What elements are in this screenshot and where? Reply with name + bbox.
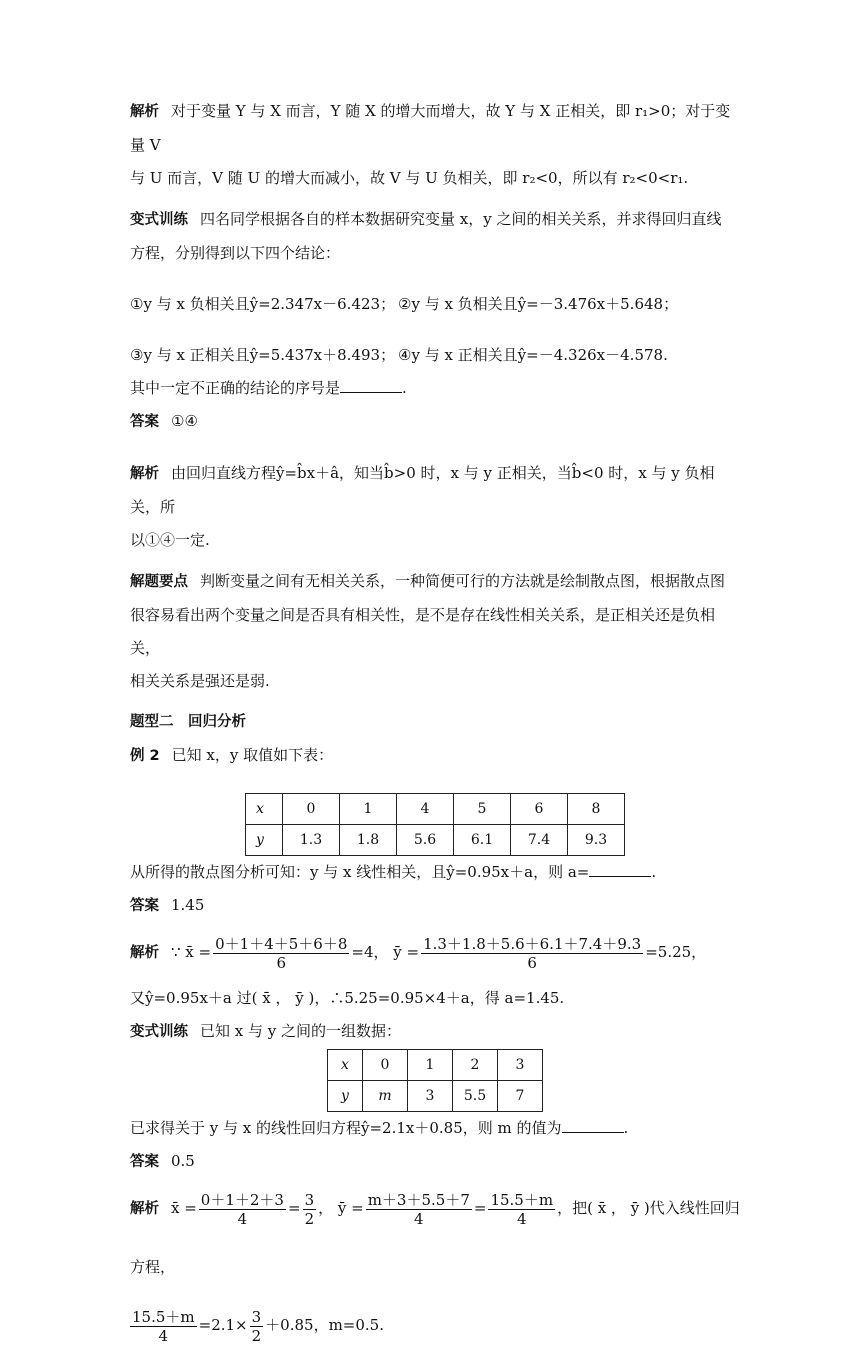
fraction: $\frac{3}{2}$ <box>304 1190 315 1228</box>
key-points: 解题要点 判断变量之间有无相关关系，一种简便可行的方法就是绘制散点图，根据散点图 <box>130 572 726 590</box>
text-line: 以①④一定. <box>130 531 210 549</box>
question-3: 已求得关于 y 与 x 的线性回归方程ŷ=2.1x＋0.85，则 m 的值为 . <box>130 1119 629 1137</box>
conclusion-4: ④y 与 x 正相关且ŷ=－4.326x－4.578. <box>398 346 668 364</box>
analysis-paragraph-2: 解析 由回归直线方程ŷ=b̂x＋â，知当b̂>0 时，x 与 y 正相关，当b̂<0 时，x 与 y 负相关，所 <box>130 464 715 516</box>
table-row: y 1.3 1.8 5.6 6.1 7.4 9.3 <box>246 825 625 856</box>
text-line: 与 U 而言，V 随 U 的增大而减小，故 V 与 U 负相关，即 r₂<0，所以有 r₂<0<r₁. <box>130 169 689 187</box>
text-line: 又ŷ=0.95x＋a 过( x̄ ， ȳ )，∴5.25=0.95×4＋a，得 a=1.45. <box>130 989 565 1007</box>
question-2: 从所得的散点图分析可知：y 与 x 线性相关，且ŷ=0.95x＋a，则 a= . <box>130 863 657 881</box>
label-answer: 答案 <box>130 1154 159 1170</box>
answer-blank <box>589 862 651 877</box>
text-line: 很容易看出两个变量之间是否具有相关性，是不是存在线性相关关系，是正相关还是负相关， <box>130 606 716 657</box>
variant-training-2: 变式训练 已知 x 与 y 之间的一组数据： <box>130 1022 402 1040</box>
label-variant: 变式训练 <box>130 212 188 228</box>
fraction: $\frac{15.5+m}{4}$ <box>490 1190 554 1228</box>
text-line: 方程，分别得到以下四个结论： <box>130 244 341 262</box>
text-line: 四名同学根据各自的样本数据研究变量 x，y 之间的相关关系，并求得回归直线 <box>200 210 722 228</box>
conclusion-row-2 <box>130 339 740 372</box>
fraction: $\frac{m+3+5.5+7}{4}$ <box>367 1190 470 1228</box>
fraction: $\frac{0+1+4+5+6+8}{6}$ <box>215 934 348 972</box>
text-line: 相关关系是强还是弱. <box>130 672 270 690</box>
label-answer: 答案 <box>130 414 159 430</box>
label-example: 例 2 <box>130 748 160 764</box>
label-answer: 答案 <box>130 898 159 914</box>
label-analysis: 解析 <box>130 466 159 482</box>
conclusion-row-1 <box>130 288 740 321</box>
analysis-paragraph-1 <box>130 95 740 162</box>
section-heading: 题型二 回归分析 <box>130 714 246 730</box>
table-row: x 0 1 2 3 <box>328 1050 543 1081</box>
analysis-formula-3: $\frac{15.5+m}{4}$ =2.1× $\frac{3}{2}$ ＋0.85，m=0.5. <box>132 1307 384 1345</box>
conclusion-1: ①y 与 x 负相关且ŷ=2.347x－6.423； <box>130 295 396 313</box>
table-row: y m 3 5.5 7 <box>328 1081 543 1112</box>
conclusion-2: ②y 与 x 负相关且ŷ=－3.476x＋5.648； <box>398 295 679 313</box>
answer-1: 答案 ①④ <box>130 412 198 430</box>
answer-blank <box>340 378 402 393</box>
fraction: $\frac{0+1+2+3}{4}$ <box>200 1190 284 1228</box>
label-variant: 变式训练 <box>130 1024 188 1040</box>
document-page <box>130 95 740 1354</box>
question-1: 其中一定不正确的结论的序号是 . <box>130 379 407 397</box>
answer-blank <box>562 1118 624 1133</box>
label-analysis: 解析 <box>130 104 159 120</box>
text-line: 对于变量 Y 与 X 而言，Y 随 X 的增大而增大，故 Y 与 X 正相关，即 r₁>0；对于变量 V <box>130 102 731 154</box>
data-table-2 <box>327 1049 543 1112</box>
answer-2: 答案 1.45 <box>130 896 205 914</box>
analysis-formula-1: 解析 ∵ x̄ = $\frac{0+1+4+5+6+8}{6}$ =4， ȳ = $\frac{1.3+1.8+5.6+6.1+7.4+9.3}{6}$ =5.25， <box>130 934 707 972</box>
example-2: 例 2 已知 x，y 取值如下表： <box>130 746 334 764</box>
table-row: x 0 1 4 5 6 8 <box>246 794 625 825</box>
label-key-points: 解题要点 <box>130 574 188 590</box>
fraction: $\frac{15.5+m}{4}$ <box>132 1307 195 1345</box>
variant-training-1 <box>130 203 740 237</box>
fraction: $\frac{3}{2}$ <box>251 1307 262 1345</box>
fraction: $\frac{1.3+1.8+5.6+6.1+7.4+9.3}{6}$ <box>423 934 642 972</box>
conclusion-3: ③y 与 x 正相关且ŷ=5.437x＋8.493； <box>130 346 396 364</box>
answer-3: 答案 0.5 <box>130 1152 195 1170</box>
analysis-formula-2: 解析 x̄ = $\frac{0+1+2+3}{4}$ = $\frac{3}{2}$ ， ȳ = $\frac{m+3+5.5+7}{4}$ = $\frac{15.5+m}{4}$ ，把( x̄ ， ȳ )代入线性回归方程， <box>130 1190 740 1276</box>
data-table-1 <box>245 793 625 856</box>
